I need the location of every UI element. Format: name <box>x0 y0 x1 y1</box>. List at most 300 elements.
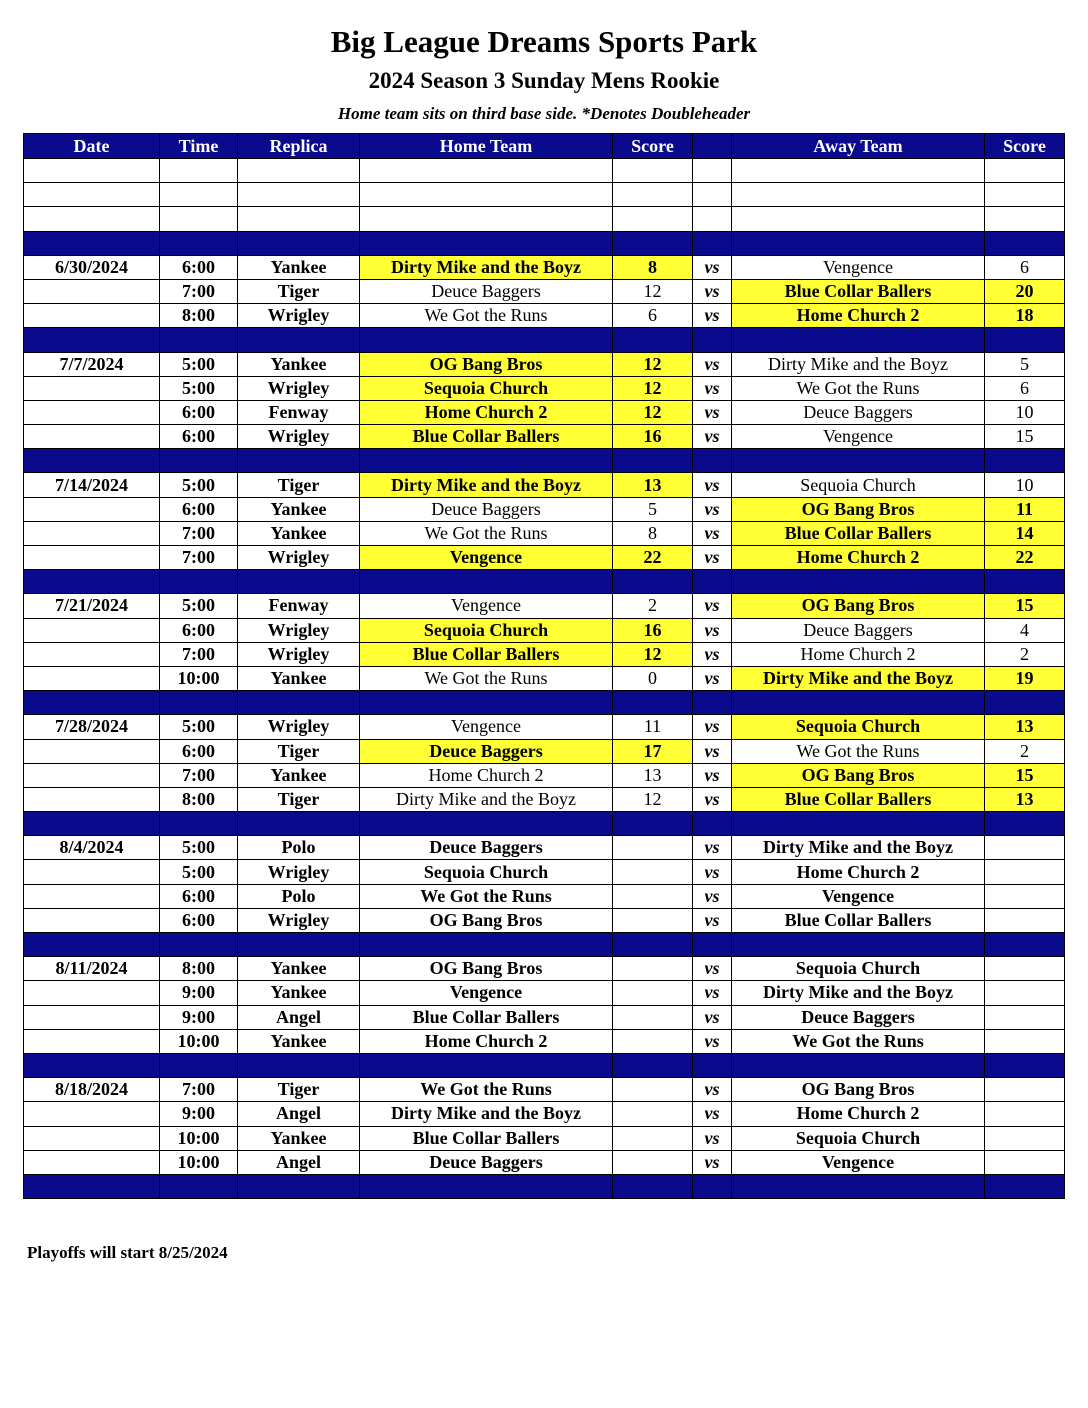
replica-cell: Yankee <box>238 981 360 1005</box>
vs-cell: vs <box>693 473 732 497</box>
away-team-cell: Home Church 2 <box>732 1102 985 1126</box>
home-team-cell: Deuce Baggers <box>360 279 613 303</box>
away-score-cell <box>985 1102 1065 1126</box>
week-separator-row <box>24 691 1065 715</box>
week-separator-row <box>24 1174 1065 1198</box>
time-cell: 6:00 <box>160 618 238 642</box>
time-cell: 5:00 <box>160 860 238 884</box>
away-score-cell: 15 <box>985 594 1065 618</box>
time-cell: 8:00 <box>160 787 238 811</box>
away-score-cell <box>985 691 1065 715</box>
date-cell <box>24 328 160 352</box>
game-row <box>24 908 1065 932</box>
away-team-cell: Vengence <box>732 1150 985 1174</box>
vs-cell: vs <box>693 425 732 449</box>
date-cell <box>24 497 160 521</box>
date-cell: 8/11/2024 <box>24 957 160 981</box>
time-cell <box>160 231 238 255</box>
replica-cell: Fenway <box>238 594 360 618</box>
time-cell: 10:00 <box>160 1150 238 1174</box>
home-team-cell <box>360 449 613 473</box>
away-team-cell <box>732 691 985 715</box>
home-team-cell: Deuce Baggers <box>360 1150 613 1174</box>
away-team-cell: Blue Collar Ballers <box>732 787 985 811</box>
home-score-cell: 12 <box>613 352 693 376</box>
replica-cell: Yankee <box>238 521 360 545</box>
home-team-cell <box>360 183 613 207</box>
game-row <box>24 1005 1065 1029</box>
game-row <box>24 352 1065 376</box>
date-cell <box>24 618 160 642</box>
away-score-cell <box>985 570 1065 594</box>
home-team-cell: Dirty Mike and the Boyz <box>360 1102 613 1126</box>
away-score-cell: 22 <box>985 546 1065 570</box>
home-score-cell <box>613 836 693 860</box>
away-score-cell: 2 <box>985 642 1065 666</box>
home-team-cell: Sequoia Church <box>360 376 613 400</box>
vs-cell: vs <box>693 787 732 811</box>
schedule-body <box>24 159 1065 1199</box>
date-cell: 8/4/2024 <box>24 836 160 860</box>
date-cell <box>24 1126 160 1150</box>
week-separator-row <box>24 1053 1065 1077</box>
replica-cell: Wrigley <box>238 425 360 449</box>
vs-cell: vs <box>693 400 732 424</box>
home-score-cell <box>613 981 693 1005</box>
home-team-cell <box>360 1053 613 1077</box>
time-cell: 6:00 <box>160 497 238 521</box>
game-row <box>24 304 1065 328</box>
game-row <box>24 715 1065 739</box>
time-cell: 10:00 <box>160 666 238 690</box>
vs-cell: vs <box>693 957 732 981</box>
home-team-cell: Home Church 2 <box>360 1029 613 1053</box>
away-team-cell <box>732 933 985 957</box>
date-cell <box>24 231 160 255</box>
date-cell <box>24 570 160 594</box>
vs-cell <box>693 449 732 473</box>
vs-cell <box>693 328 732 352</box>
away-score-cell: 4 <box>985 618 1065 642</box>
time-cell <box>160 570 238 594</box>
date-cell <box>24 449 160 473</box>
away-team-cell: Sequoia Church <box>732 473 985 497</box>
game-row <box>24 884 1065 908</box>
home-score-cell: 16 <box>613 618 693 642</box>
home-score-cell <box>613 957 693 981</box>
date-cell <box>24 376 160 400</box>
time-cell <box>160 159 238 183</box>
replica-cell <box>238 812 360 836</box>
date-cell <box>24 1005 160 1029</box>
away-score-cell <box>985 1174 1065 1198</box>
game-row <box>24 787 1065 811</box>
week-separator-row <box>24 933 1065 957</box>
game-row <box>24 739 1065 763</box>
home-team-cell: We Got the Runs <box>360 1078 613 1102</box>
time-cell <box>160 812 238 836</box>
away-score-cell: 14 <box>985 521 1065 545</box>
away-team-cell: Home Church 2 <box>732 304 985 328</box>
home-team-cell: Vengence <box>360 546 613 570</box>
vs-cell <box>693 933 732 957</box>
time-cell: 7:00 <box>160 642 238 666</box>
home-team-cell: Blue Collar Ballers <box>360 425 613 449</box>
away-team-cell: Blue Collar Ballers <box>732 521 985 545</box>
away-score-cell: 18 <box>985 304 1065 328</box>
col-header-time: Time <box>160 134 238 159</box>
replica-cell: Yankee <box>238 1029 360 1053</box>
away-team-cell: We Got the Runs <box>732 1029 985 1053</box>
home-score-cell: 5 <box>613 497 693 521</box>
away-score-cell: 11 <box>985 497 1065 521</box>
away-score-cell <box>985 328 1065 352</box>
time-cell: 5:00 <box>160 715 238 739</box>
time-cell: 8:00 <box>160 957 238 981</box>
game-row <box>24 836 1065 860</box>
home-score-cell <box>613 183 693 207</box>
home-score-cell <box>613 207 693 231</box>
home-score-cell: 0 <box>613 666 693 690</box>
home-score-cell: 12 <box>613 642 693 666</box>
vs-cell: vs <box>693 279 732 303</box>
home-score-cell: 16 <box>613 425 693 449</box>
date-cell <box>24 1053 160 1077</box>
vs-cell: vs <box>693 836 732 860</box>
home-team-cell: Sequoia Church <box>360 860 613 884</box>
time-cell: 5:00 <box>160 376 238 400</box>
game-row <box>24 521 1065 545</box>
away-team-cell <box>732 449 985 473</box>
replica-cell: Angel <box>238 1005 360 1029</box>
vs-cell <box>693 691 732 715</box>
replica-cell: Wrigley <box>238 618 360 642</box>
home-score-cell <box>613 908 693 932</box>
home-score-cell: 11 <box>613 715 693 739</box>
schedule-table <box>23 133 1065 1199</box>
home-team-cell: Deuce Baggers <box>360 497 613 521</box>
away-score-cell <box>985 933 1065 957</box>
away-score-cell <box>985 860 1065 884</box>
away-score-cell <box>985 884 1065 908</box>
away-team-cell <box>732 570 985 594</box>
home-team-cell: We Got the Runs <box>360 521 613 545</box>
away-team-cell: Deuce Baggers <box>732 1005 985 1029</box>
date-cell <box>24 425 160 449</box>
time-cell <box>160 1053 238 1077</box>
time-cell <box>160 933 238 957</box>
home-team-cell: Dirty Mike and the Boyz <box>360 255 613 279</box>
home-team-cell: Vengence <box>360 981 613 1005</box>
time-cell <box>160 328 238 352</box>
home-team-cell <box>360 812 613 836</box>
date-cell <box>24 763 160 787</box>
blank-row <box>24 207 1065 231</box>
time-cell: 10:00 <box>160 1126 238 1150</box>
col-header-home-team: Home Team <box>360 134 613 159</box>
replica-cell <box>238 1053 360 1077</box>
game-row <box>24 594 1065 618</box>
away-team-cell: Deuce Baggers <box>732 400 985 424</box>
replica-cell <box>238 570 360 594</box>
time-cell: 6:00 <box>160 908 238 932</box>
away-score-cell: 13 <box>985 715 1065 739</box>
home-team-cell: Blue Collar Ballers <box>360 642 613 666</box>
replica-cell <box>238 449 360 473</box>
blank-row <box>24 183 1065 207</box>
replica-cell: Angel <box>238 1102 360 1126</box>
time-cell: 7:00 <box>160 521 238 545</box>
replica-cell: Tiger <box>238 279 360 303</box>
game-row <box>24 763 1065 787</box>
away-team-cell: Dirty Mike and the Boyz <box>732 836 985 860</box>
game-row <box>24 546 1065 570</box>
game-row <box>24 1078 1065 1102</box>
home-score-cell <box>613 1174 693 1198</box>
away-score-cell <box>985 957 1065 981</box>
away-team-cell <box>732 1053 985 1077</box>
game-row <box>24 642 1065 666</box>
away-team-cell: Home Church 2 <box>732 546 985 570</box>
date-cell <box>24 183 160 207</box>
schedule-note: Home team sits on third base side. *Denotes Doubleheader <box>337 104 751 123</box>
home-team-cell: Dirty Mike and the Boyz <box>360 473 613 497</box>
date-cell <box>24 1102 160 1126</box>
game-row <box>24 376 1065 400</box>
date-cell <box>24 400 160 424</box>
away-score-cell <box>985 183 1065 207</box>
away-team-cell: Blue Collar Ballers <box>732 279 985 303</box>
away-score-cell <box>985 1150 1065 1174</box>
home-team-cell: Deuce Baggers <box>360 739 613 763</box>
date-cell <box>24 304 160 328</box>
date-cell <box>24 521 160 545</box>
home-score-cell <box>613 1005 693 1029</box>
home-score-cell <box>613 691 693 715</box>
replica-cell: Yankee <box>238 957 360 981</box>
replica-cell: Polo <box>238 836 360 860</box>
home-score-cell: 17 <box>613 739 693 763</box>
home-team-cell: Vengence <box>360 715 613 739</box>
away-score-cell <box>985 812 1065 836</box>
replica-cell: Yankee <box>238 352 360 376</box>
away-team-cell: OG Bang Bros <box>732 763 985 787</box>
time-cell: 6:00 <box>160 739 238 763</box>
vs-cell <box>693 159 732 183</box>
away-score-cell <box>985 449 1065 473</box>
vs-cell: vs <box>693 739 732 763</box>
game-row <box>24 425 1065 449</box>
vs-cell: vs <box>693 255 732 279</box>
away-score-cell <box>985 1005 1065 1029</box>
date-cell: 8/18/2024 <box>24 1078 160 1102</box>
game-row <box>24 860 1065 884</box>
home-score-cell <box>613 933 693 957</box>
game-row <box>24 1029 1065 1053</box>
game-row <box>24 618 1065 642</box>
away-team-cell: We Got the Runs <box>732 739 985 763</box>
week-separator-row <box>24 570 1065 594</box>
replica-cell: Tiger <box>238 739 360 763</box>
home-score-cell: 12 <box>613 787 693 811</box>
home-score-cell <box>613 884 693 908</box>
vs-cell: vs <box>693 304 732 328</box>
vs-cell: vs <box>693 1150 732 1174</box>
home-score-cell <box>613 1150 693 1174</box>
home-team-cell: Blue Collar Ballers <box>360 1126 613 1150</box>
vs-cell: vs <box>693 981 732 1005</box>
col-header-away-team: Away Team <box>732 134 985 159</box>
time-cell: 7:00 <box>160 279 238 303</box>
season-subtitle: 2024 Season 3 Sunday Mens Rookie <box>368 68 720 93</box>
time-cell: 6:00 <box>160 884 238 908</box>
time-cell: 5:00 <box>160 352 238 376</box>
away-score-cell: 20 <box>985 279 1065 303</box>
replica-cell: Wrigley <box>238 908 360 932</box>
away-score-cell: 6 <box>985 376 1065 400</box>
away-score-cell: 10 <box>985 400 1065 424</box>
away-score-cell: 6 <box>985 255 1065 279</box>
vs-cell: vs <box>693 1102 732 1126</box>
replica-cell <box>238 207 360 231</box>
home-score-cell <box>613 860 693 884</box>
game-row <box>24 1150 1065 1174</box>
game-row <box>24 279 1065 303</box>
page-title: Big League Dreams Sports Park <box>330 24 758 59</box>
time-cell: 6:00 <box>160 400 238 424</box>
home-team-cell: OG Bang Bros <box>360 908 613 932</box>
date-cell <box>24 666 160 690</box>
home-score-cell: 2 <box>613 594 693 618</box>
date-cell <box>24 860 160 884</box>
time-cell <box>160 1174 238 1198</box>
date-cell: 6/30/2024 <box>24 255 160 279</box>
replica-cell <box>238 159 360 183</box>
away-score-cell: 5 <box>985 352 1065 376</box>
away-team-cell: OG Bang Bros <box>732 497 985 521</box>
home-score-cell <box>613 1102 693 1126</box>
away-team-cell: OG Bang Bros <box>732 1078 985 1102</box>
vs-cell: vs <box>693 884 732 908</box>
home-team-cell: OG Bang Bros <box>360 352 613 376</box>
replica-cell: Fenway <box>238 400 360 424</box>
vs-cell: vs <box>693 1126 732 1150</box>
date-cell: 7/28/2024 <box>24 715 160 739</box>
home-score-cell: 12 <box>613 279 693 303</box>
away-team-cell: Dirty Mike and the Boyz <box>732 981 985 1005</box>
replica-cell: Tiger <box>238 1078 360 1102</box>
away-team-cell: Sequoia Church <box>732 1126 985 1150</box>
away-score-cell <box>985 1078 1065 1102</box>
away-team-cell <box>732 159 985 183</box>
replica-cell <box>238 183 360 207</box>
away-team-cell: Vengence <box>732 884 985 908</box>
vs-cell: vs <box>693 521 732 545</box>
replica-cell: Wrigley <box>238 376 360 400</box>
home-score-cell: 6 <box>613 304 693 328</box>
replica-cell: Wrigley <box>238 860 360 884</box>
home-team-cell <box>360 1174 613 1198</box>
vs-cell: vs <box>693 642 732 666</box>
vs-cell <box>693 207 732 231</box>
replica-cell: Angel <box>238 1150 360 1174</box>
vs-cell <box>693 570 732 594</box>
game-row <box>24 400 1065 424</box>
away-score-cell: 13 <box>985 787 1065 811</box>
home-score-cell: 13 <box>613 763 693 787</box>
home-team-cell <box>360 691 613 715</box>
home-team-cell: Home Church 2 <box>360 400 613 424</box>
away-team-cell: Sequoia Church <box>732 957 985 981</box>
time-cell: 9:00 <box>160 1102 238 1126</box>
away-score-cell <box>985 231 1065 255</box>
home-team-cell: Blue Collar Ballers <box>360 1005 613 1029</box>
away-team-cell: We Got the Runs <box>732 376 985 400</box>
col-header-replica: Replica <box>238 134 360 159</box>
home-score-cell: 8 <box>613 521 693 545</box>
away-team-cell <box>732 812 985 836</box>
vs-cell: vs <box>693 376 732 400</box>
date-cell <box>24 981 160 1005</box>
away-team-cell: Dirty Mike and the Boyz <box>732 666 985 690</box>
date-cell <box>24 207 160 231</box>
home-score-cell: 13 <box>613 473 693 497</box>
home-team-cell: Vengence <box>360 594 613 618</box>
away-team-cell <box>732 328 985 352</box>
date-cell <box>24 787 160 811</box>
away-score-cell: 15 <box>985 763 1065 787</box>
date-cell <box>24 812 160 836</box>
week-separator-row <box>24 449 1065 473</box>
home-team-cell <box>360 207 613 231</box>
away-score-cell <box>985 836 1065 860</box>
home-score-cell <box>613 449 693 473</box>
date-cell: 7/21/2024 <box>24 594 160 618</box>
replica-cell: Wrigley <box>238 546 360 570</box>
col-header-home-score: Score <box>613 134 693 159</box>
vs-cell <box>693 231 732 255</box>
home-score-cell: 12 <box>613 376 693 400</box>
away-team-cell <box>732 231 985 255</box>
time-cell: 8:00 <box>160 304 238 328</box>
away-score-cell <box>985 908 1065 932</box>
replica-cell: Tiger <box>238 787 360 811</box>
game-row <box>24 1102 1065 1126</box>
away-team-cell: Vengence <box>732 425 985 449</box>
game-row <box>24 497 1065 521</box>
game-row <box>24 981 1065 1005</box>
away-team-cell <box>732 207 985 231</box>
away-score-cell <box>985 1126 1065 1150</box>
replica-cell <box>238 1174 360 1198</box>
vs-cell: vs <box>693 666 732 690</box>
date-cell <box>24 546 160 570</box>
game-row <box>24 255 1065 279</box>
away-score-cell: 15 <box>985 425 1065 449</box>
date-cell <box>24 884 160 908</box>
blank-row <box>24 159 1065 183</box>
time-cell: 9:00 <box>160 1005 238 1029</box>
week-separator-row <box>24 812 1065 836</box>
away-score-cell <box>985 159 1065 183</box>
away-score-cell <box>985 1029 1065 1053</box>
home-team-cell <box>360 231 613 255</box>
away-team-cell: Blue Collar Ballers <box>732 908 985 932</box>
vs-cell <box>693 1053 732 1077</box>
home-score-cell <box>613 328 693 352</box>
replica-cell: Yankee <box>238 255 360 279</box>
vs-cell: vs <box>693 352 732 376</box>
